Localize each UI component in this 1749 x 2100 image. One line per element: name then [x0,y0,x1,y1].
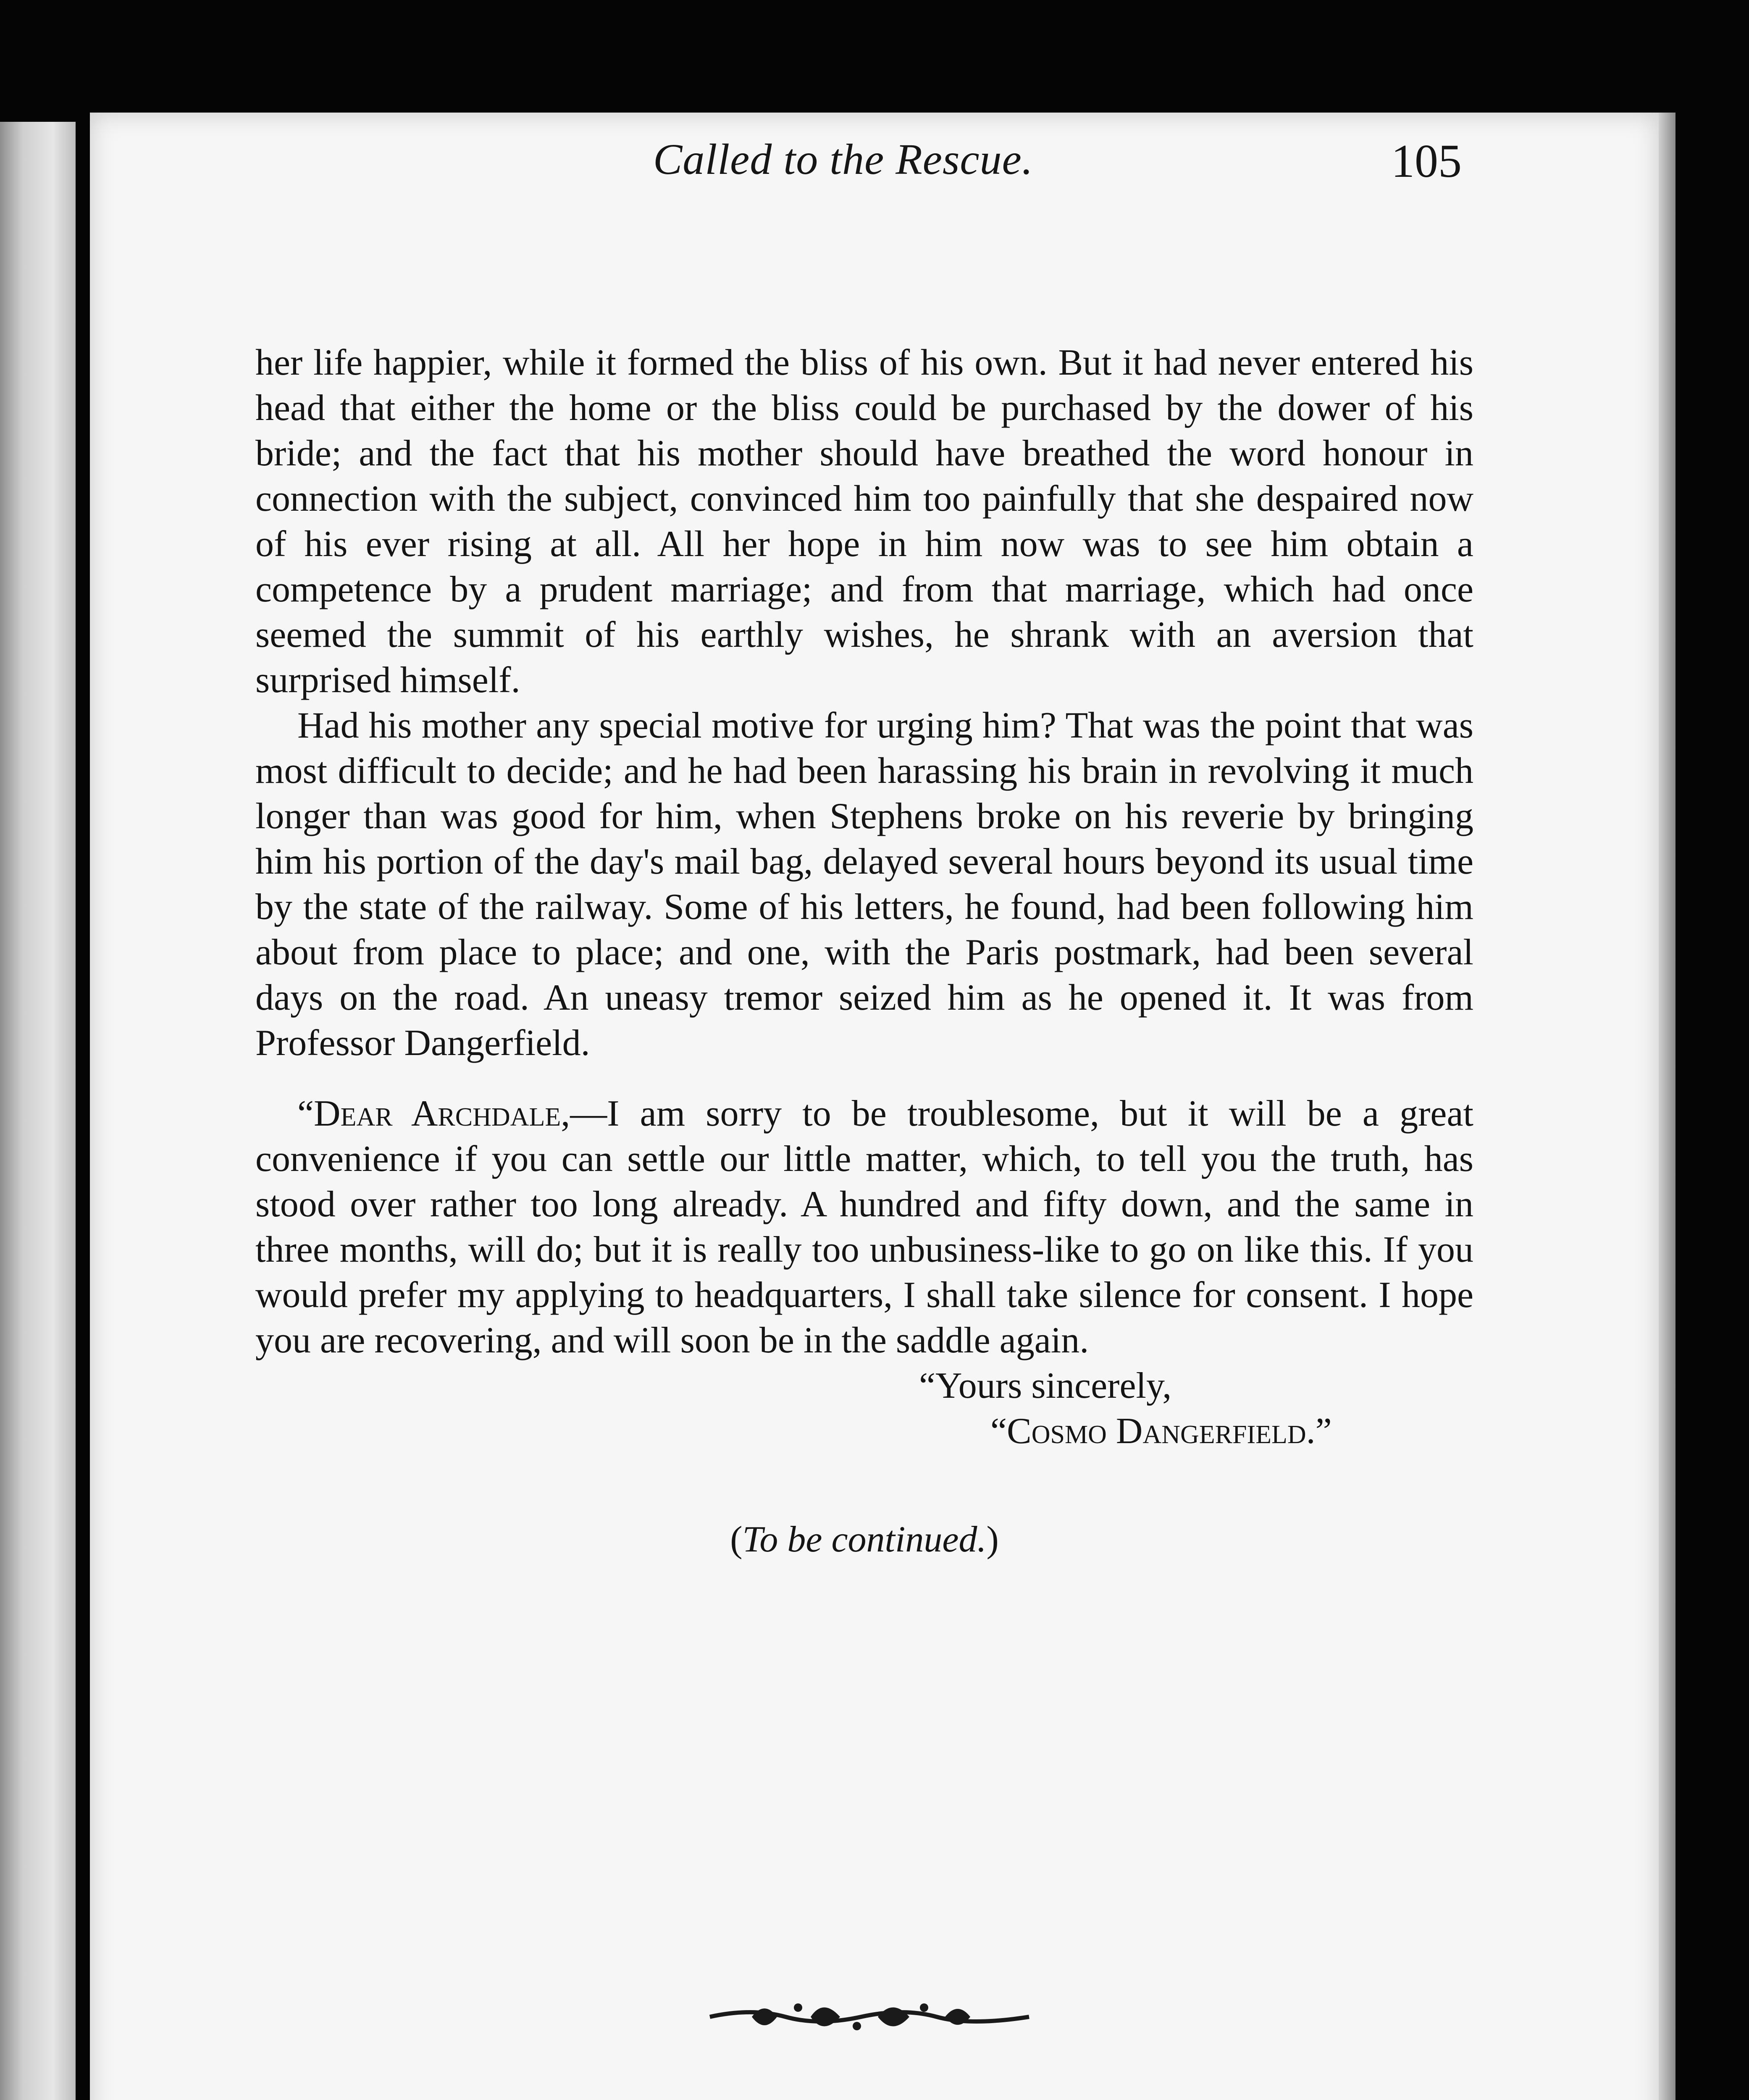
letter-closing: “Yours sincerely, [919,1365,1172,1406]
letter-signature: “Cosmo Dangerfield.” [990,1411,1332,1452]
continued-paren-open: ( [730,1519,743,1560]
page-number: 105 [1391,135,1462,187]
letter-body: —I am sorry to be troublesome, but it will be a great convenience if you can settle our little matter, which, to tell you the truth, has stood over rather too long already. A hundred and fifty down, and the same in three months, will do; but it is really too unbusiness-like to go on like this. If you would prefer my applying to headquarters, I shall take silence for consent. I hope you are recovering, and will soon be in the saddle again. [255,1093,1473,1361]
running-head [160,134,1462,214]
running-title: Called to the Rescue. [653,135,1033,184]
continued-paren-close: ) [986,1519,999,1560]
continued-note-text: To be continued. [742,1519,987,1560]
continued-note [255,1517,1473,1562]
letter-body-paragraph [255,1091,1473,1363]
paragraph-2: Had his mother any special motive for urging him? That was the point that was most difficult to decide; and he had been harassing his brain in revolving it much longer than was good for him, when Stephens broke on his reverie by bringing him his portion of the day's mail bag, delayed several hours beyond its usual time by the state of the railway. Some of his letters, he found, had been following him about from place to place; and one, with the Paris postmark, had been several days on the road. An uneasy tremor seized him as he opened it. It was from Professor Dangerfield. [255,705,1473,1063]
letter [255,1091,1473,1454]
right-page-edge [1659,113,1675,2100]
body-text [255,340,1473,1562]
left-page-edge [0,122,76,2100]
ornament-divider [701,1991,1037,2041]
paragraph-1: her life happier, while it formed the bliss of his own. But it had never entered his head that either the home or the bliss could be purchased by the dower of his bride; and the fact that his mother should have breathed the word honour in connection with the subject, convinced him too painfully that she despaired now of his ever rising at all. All her hope in him now was to see him obtain a competence by a prudent marriage; and from that marriage, which had once seemed the summit of his earthly wishes, he shrank with an aversion that surprised himself. [255,342,1473,701]
letter-salutation: “Dear Archdale, [297,1093,570,1134]
